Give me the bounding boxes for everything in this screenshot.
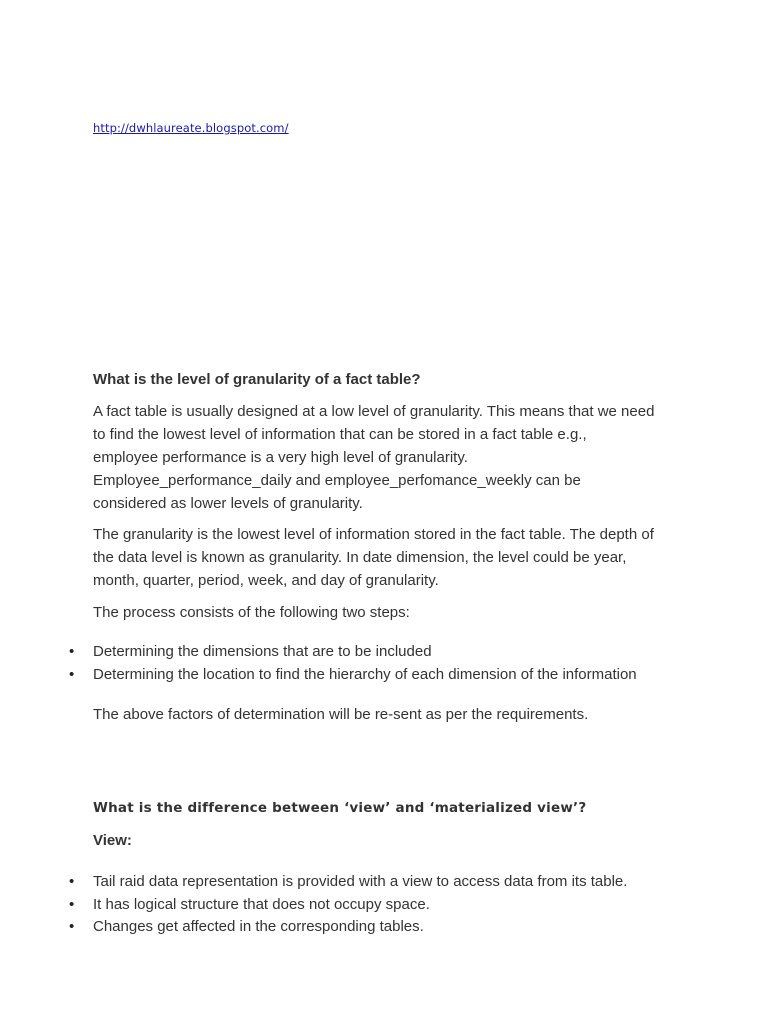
view-subheading: View: xyxy=(93,832,132,849)
list-item xyxy=(0,871,627,894)
list-item-text: Determining the location to find the hierarchy of each dimension of the information xyxy=(93,665,637,683)
bullet-icon: • xyxy=(69,895,75,913)
list-item xyxy=(0,894,627,917)
question-granularity-heading: What is the level of granularity of a fact table? xyxy=(93,371,421,388)
bullet-icon: • xyxy=(69,873,75,890)
view-properties-list xyxy=(0,871,627,939)
bullet-icon: • xyxy=(69,918,75,935)
question-view-difference-heading: What is the difference between ‘view’ and ‘materialized view’? xyxy=(93,800,587,816)
list-item-text: Changes get affected in the corresponding tables. xyxy=(93,918,424,935)
process-steps-list xyxy=(0,641,637,686)
list-item xyxy=(0,641,637,664)
list-item xyxy=(0,916,627,939)
granularity-paragraph-1: A fact table is usually designed at a low level of granularity. This means that we need to find the lowest level of information that can be stored in a fact table e.g., employee performance is a very high level of granularity. Employee_performance_daily and employee_perfomance_weekly can be considered as lower levels of granularity. xyxy=(93,403,655,512)
list-item xyxy=(0,664,637,687)
blog-link[interactable]: http://dwhlaureate.blogspot.com/ xyxy=(93,121,289,135)
bullet-icon: • xyxy=(69,665,75,683)
list-item-text: Tail raid data representation is provided with a view to access data from its table. xyxy=(93,873,628,890)
granularity-paragraph-2: The granularity is the lowest level of information stored in the fact table. The depth of the data level is known as granularity. In date dimension, the level could be year, month, quarter, period, week, and day of granularity. xyxy=(93,526,654,589)
determination-paragraph: The above factors of determination will be re-sent as per the requirements. xyxy=(93,706,589,723)
list-item-text: It has logical structure that does not occupy space. xyxy=(93,895,430,913)
bullet-icon: • xyxy=(69,643,75,660)
process-steps-intro: The process consists of the following two steps: xyxy=(93,604,410,621)
list-item-text: Determining the dimensions that are to be included xyxy=(93,643,432,660)
